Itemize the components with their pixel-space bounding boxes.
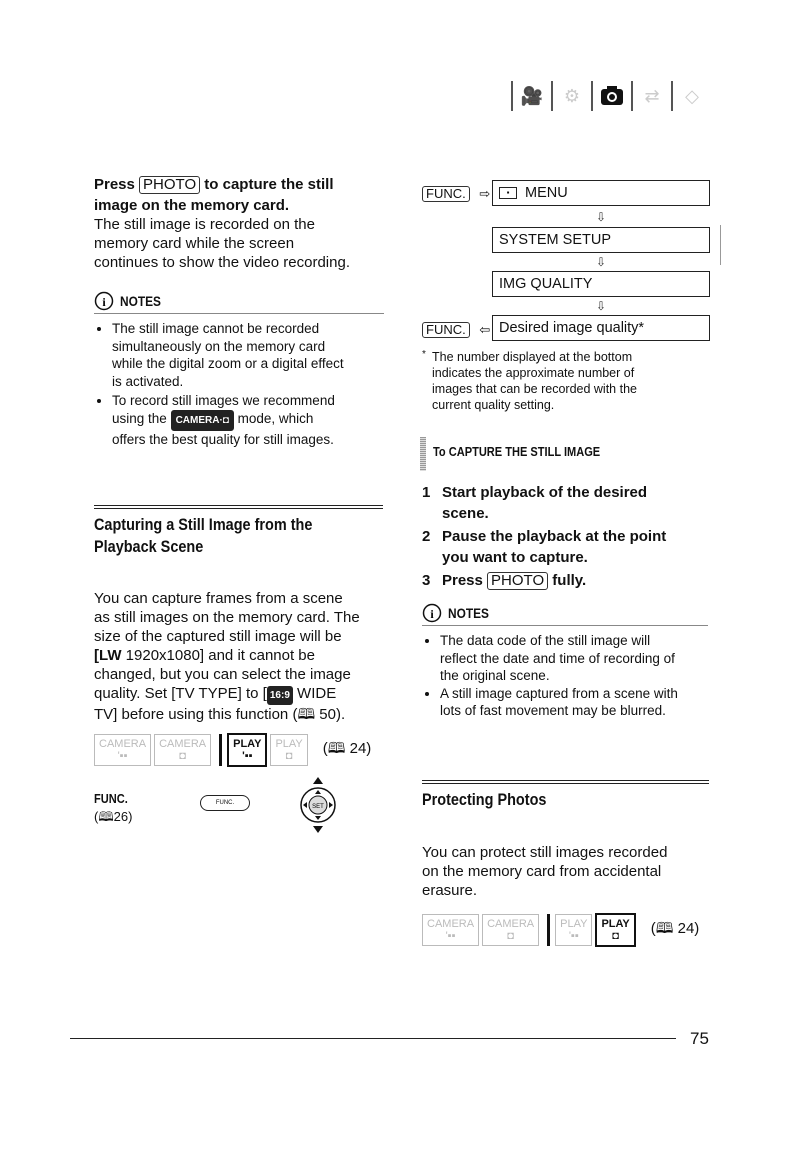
footer-rule <box>70 1038 676 1039</box>
photo-key: PHOTO <box>487 572 548 590</box>
playback-icon: ⇄ <box>644 85 660 106</box>
func-key: FUNC. <box>422 186 470 202</box>
mode-indicators-left: CAMERA '▪▪ CAMERA ◘ PLAY '▪▪ PLAY ◘ (🕮 24) <box>94 733 371 767</box>
mode-play-movie: PLAY '▪▪ <box>227 733 267 767</box>
notes-2 <box>422 603 708 720</box>
info-icon <box>94 291 114 311</box>
steps-list <box>422 482 722 591</box>
step-3: 3 Press PHOTO fully. <box>422 572 587 589</box>
camera-menu-icon: ▪ <box>499 187 517 199</box>
section-rule <box>422 780 709 784</box>
info-icon <box>422 603 442 623</box>
func-key: FUNC. <box>422 322 470 338</box>
camera-photo-mode-badge: CAMERA·◘ <box>171 410 234 432</box>
protect-title: Protecting Photos <box>422 790 547 809</box>
protect-body: You can protect still images recorded on the memory card from accidental erasure. <box>422 844 668 899</box>
chapter-icons <box>505 80 705 112</box>
book-icon: 🕮 <box>297 706 316 723</box>
arrow-right-icon: ⇨ <box>479 186 491 201</box>
notes-label: NOTES <box>448 605 489 621</box>
step-2: 2 Pause the playback at the point you want to capture. <box>422 528 667 566</box>
list-item: • A still image captured from a scene with lots of fast movement may be blurred. <box>440 685 708 720</box>
func-button[interactable]: FUNC. <box>200 795 250 811</box>
mode-camera-movie: CAMERA '▪▪ <box>422 914 479 946</box>
arrow-down-icon: ⇩ <box>595 299 607 313</box>
press-photo-body: The still image is recorded on the memory card while the screen continues to show the video recording. <box>94 216 350 271</box>
mode-play-movie: PLAY '▪▪ <box>555 914 592 946</box>
wide-badge: 16:9 <box>267 686 293 705</box>
arrow-down-icon: ⇩ <box>595 255 607 269</box>
mode-indicators-right: CAMERA '▪▪ CAMERA ◘ PLAY '▪▪ PLAY ◘ (🕮 24) <box>422 913 699 947</box>
heading-bar <box>420 437 426 471</box>
menu-row: IMG QUALITY <box>492 271 710 297</box>
list-item: • To record still images we recommend using the CAMERA·◘ mode, which offers the best quality for still images. <box>112 392 384 449</box>
mode-play-photo: PLAY ◘ <box>270 734 307 766</box>
dv-tape-icon: ⚙ <box>563 85 581 106</box>
menu-flow <box>422 180 712 340</box>
svg-text:i: i <box>430 607 434 621</box>
joystick-icon <box>298 777 338 838</box>
notes-label: NOTES <box>120 293 161 309</box>
mode-play-photo: PLAY ◘ <box>595 913 635 947</box>
photo-key: PHOTO <box>139 176 200 194</box>
svg-text:SET: SET <box>312 804 324 810</box>
menu-row: Desired image quality* <box>492 315 710 341</box>
list-item: • The data code of the still image will reflect the date and time of recording of the original scene. <box>440 632 708 685</box>
arrow-left-icon: ⇦ <box>479 322 491 337</box>
arrow-down-icon: ⇩ <box>595 210 607 224</box>
book-icon: 🕮 <box>327 739 346 757</box>
book-icon: 🕮 <box>98 809 114 824</box>
menu-row: ▪ MENU <box>492 180 710 206</box>
mode-camera-movie: CAMERA '▪▪ <box>94 734 151 766</box>
margin-mark <box>720 225 721 265</box>
menu-row: SYSTEM SETUP <box>492 227 710 253</box>
func-reference: FUNC. (🕮26) <box>94 791 133 824</box>
list-item: • The still image cannot be recorded simultaneously on the memory card while the digital zoom or a digital effect is activated. <box>112 320 384 390</box>
mode-camera-photo: CAMERA ◘ <box>154 734 211 766</box>
section-body: You can capture frames from a scene as still images on the memory card. The size of the captured still image will be [LW 1920x1080] and it cannot be changed, but you can select the image quality. Set [TV TYPE] to [ 16:9 WIDE TV] before using this function (🕮 50). <box>94 590 360 723</box>
press-photo-heading: Press PHOTO to capture the still image on the memory card. <box>94 176 334 214</box>
section-title: Capturing a Still Image from the Playback Scene <box>94 515 313 556</box>
notes-1 <box>94 291 384 451</box>
still-camera-icon <box>599 83 625 109</box>
footnote: * The number displayed at the bottom indicates the approximate number of images that can be recorded with the current quality setting. <box>422 349 637 412</box>
mode-camera-photo: CAMERA ◘ <box>482 914 539 946</box>
book-icon: 🕮 <box>655 919 674 937</box>
page-number: 75 <box>690 1029 709 1048</box>
capture-heading: To CAPTURE THE STILL IMAGE <box>433 444 601 459</box>
svg-text:i: i <box>102 295 106 309</box>
step-1: 1 Start playback of the desired scene. <box>422 484 648 522</box>
card-icon: ◇ <box>685 85 699 106</box>
section-rule <box>94 505 383 509</box>
movie-camera-icon: 🎥 <box>520 85 544 106</box>
